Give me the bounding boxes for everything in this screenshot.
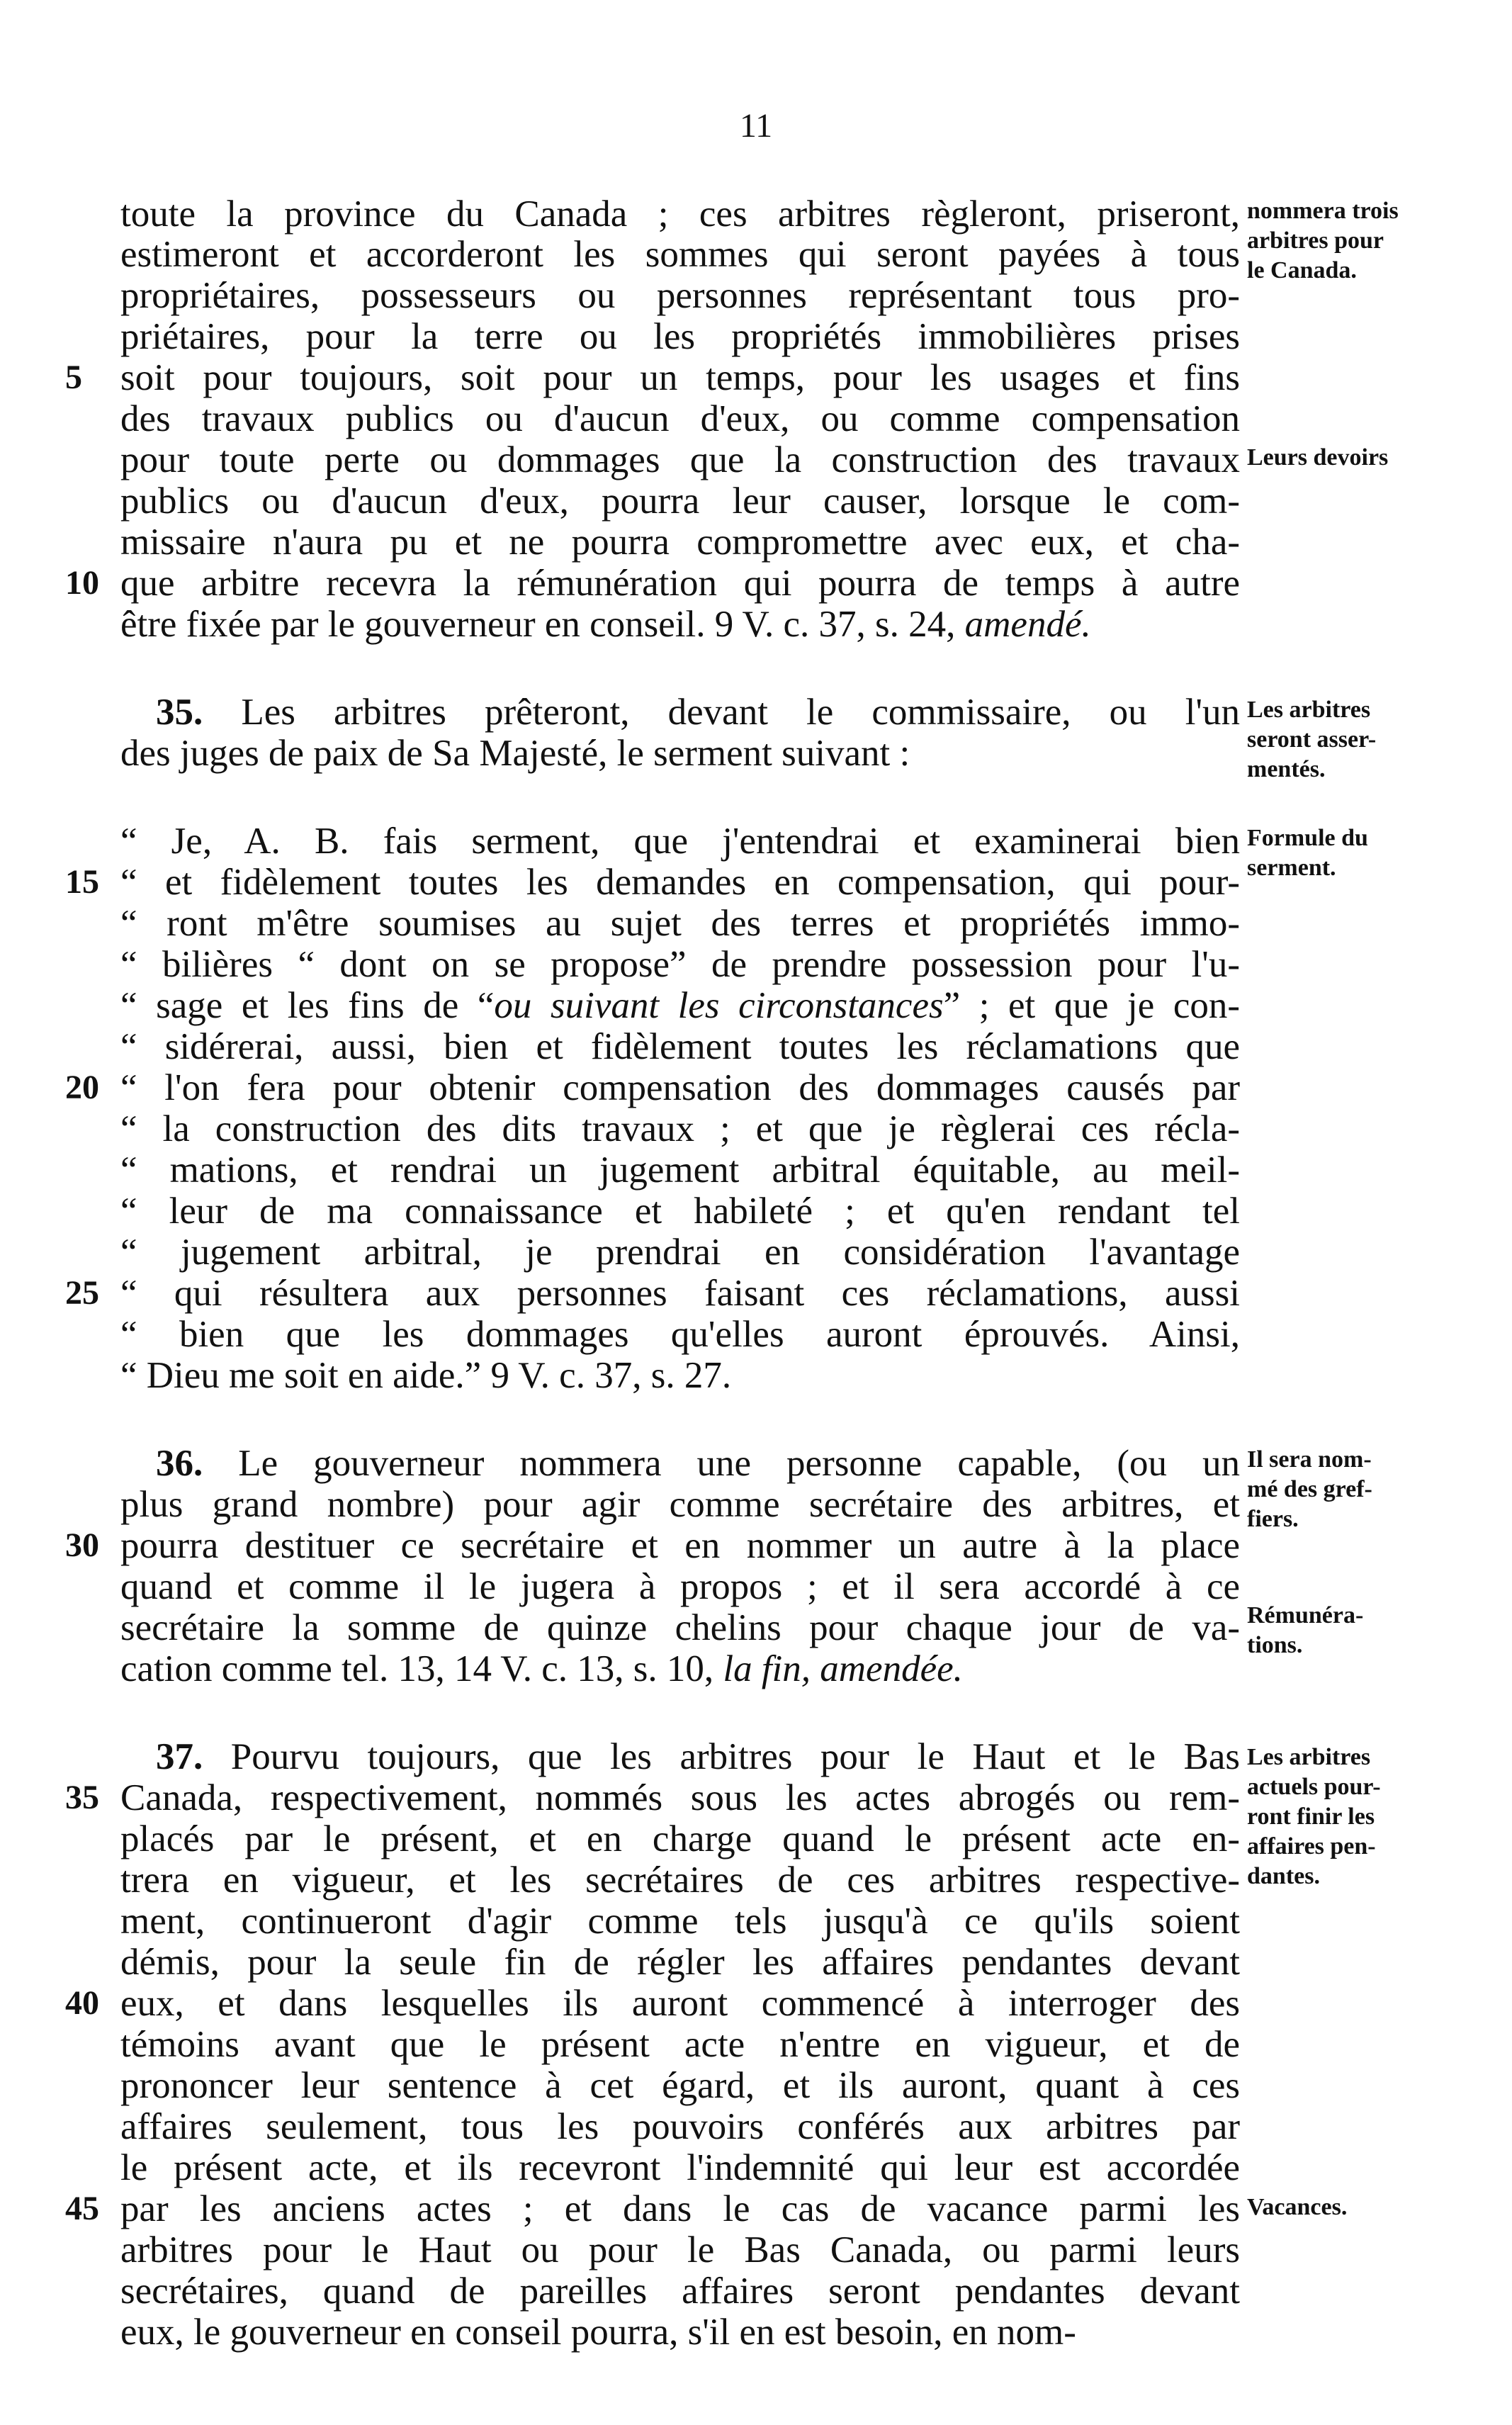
text-line — [120, 1982, 1240, 2025]
text-line — [120, 943, 1240, 986]
margin-note: mentés. — [1247, 756, 1326, 782]
text-line — [120, 902, 1240, 945]
line-text: être fixée par le gouverneur en conseil. 9 V. c. 37, s. 24, — [120, 604, 956, 645]
text-line — [120, 2147, 1240, 2189]
text-line — [120, 439, 1240, 481]
line-text: toute la province du Canada ; ces arbitres règleront, priseront, — [120, 193, 1240, 235]
margin-note: Leurs devoirs — [1247, 444, 1389, 471]
margin-note: Il sera nom- — [1247, 1446, 1372, 1473]
line-number: 35 — [65, 1779, 99, 1816]
text-line — [120, 1149, 1240, 1191]
line-text: Pourvu toujours, que les arbitres pour le Haut et le Bas — [230, 1736, 1241, 1777]
text-line — [120, 233, 1240, 276]
text-line — [120, 1483, 1240, 1526]
margin-note: le Canada. — [1247, 257, 1357, 283]
line-text: “ et fidèlement toutes les demandes en compensation, qui pour- — [120, 862, 1240, 903]
line-text: “ la construction des dits travaux ; et que je règlerai ces récla- — [120, 1108, 1240, 1149]
margin-note: ront finir les — [1247, 1804, 1375, 1830]
text-line — [120, 861, 1240, 904]
text-line — [120, 398, 1240, 440]
line-text-continued: ” ; et que je con- — [943, 985, 1240, 1026]
line-text: publics ou d'aucun d'eux, pourra leur causer, lorsque le com- — [120, 480, 1240, 522]
line-text: “ bien que les dommages qu'elles auront éprouvés. Ainsi, — [120, 1314, 1240, 1355]
line-text: le présent acte, et ils recevront l'indemnité qui leur est accordée — [120, 2147, 1240, 2188]
line-text: prononcer leur sentence à cet égard, et ils auront, quant à ces — [120, 2065, 1240, 2106]
text-line — [156, 1442, 1240, 1485]
text-line — [120, 274, 1240, 317]
line-text: “ ront m'être soumises au sujet des terres et propriétés immo- — [120, 903, 1240, 944]
section-number: 36. — [156, 1443, 203, 1484]
line-text: démis, pour la seule fin de régler les affaires pendantes devant — [120, 1942, 1240, 1983]
line-text: “ leur de ma connaissance et habileté ; et qu'en rendant tel — [120, 1191, 1240, 1232]
text-line — [120, 820, 1240, 862]
text-line — [120, 315, 1240, 358]
line-text: “ qui résultera aux personnes faisant ces réclamations, aussi — [120, 1273, 1240, 1314]
text-line — [120, 480, 1240, 522]
italic-citation: la fin, amendée. — [723, 1648, 963, 1689]
text-line — [120, 2105, 1240, 2148]
line-text: témoins avant que le présent acte n'entre en vigueur, et de — [120, 2024, 1240, 2065]
line-text: secrétaires, quand de pareilles affaires seront pendantes devant — [120, 2271, 1240, 2312]
line-number: 30 — [65, 1526, 99, 1564]
line-number: 40 — [65, 1984, 99, 2022]
margin-note: nommera trois — [1247, 198, 1399, 224]
text-line — [120, 1607, 1240, 1649]
line-number: 25 — [65, 1274, 99, 1312]
line-text: des travaux publics ou d'aucun d'eux, ou comme compensation — [120, 398, 1240, 439]
text-line — [120, 1648, 1240, 1690]
text-line — [120, 1859, 1240, 1901]
line-text: affaires seulement, tous les pouvoirs conférés aux arbitres par — [120, 2106, 1240, 2147]
text-line — [120, 1190, 1240, 1232]
text-line — [120, 2311, 1240, 2353]
line-text: trera en vigueur, et les secrétaires de ces arbitres respective- — [120, 1859, 1240, 1901]
text-line — [120, 1272, 1240, 1315]
text-line — [120, 1231, 1240, 1273]
text-line — [120, 2188, 1240, 2230]
text-line — [120, 2270, 1240, 2312]
line-text: que arbitre recevra la rémunération qui pourra de temps à autre — [120, 563, 1240, 604]
margin-note: Formule du — [1247, 825, 1368, 851]
text-line — [120, 1900, 1240, 1942]
text-line — [120, 562, 1240, 604]
line-text: Canada, respectivement, nommés sous les actes abrogés ou rem- — [120, 1777, 1240, 1818]
text-line — [120, 1941, 1240, 1984]
text-line — [120, 521, 1240, 563]
line-text: “ Dieu me soit en aide.” 9 V. c. 37, s. 27. — [120, 1355, 732, 1396]
line-text: par les anciens actes ; et dans le cas de vacance parmi les — [120, 2188, 1240, 2229]
margin-note: seront asser- — [1247, 726, 1377, 753]
section-number: 37. — [156, 1736, 203, 1777]
line-number: 20 — [65, 1069, 99, 1106]
text-line — [120, 1067, 1240, 1109]
margin-note: mé des gref- — [1247, 1476, 1372, 1502]
line-text: “ mations, et rendrai un jugement arbitral équitable, au meil- — [120, 1149, 1240, 1191]
line-text: “ jugement arbitral, je prendrai en considération l'avantage — [120, 1232, 1240, 1273]
text-line — [120, 1565, 1240, 1608]
text-line — [120, 1524, 1240, 1567]
line-text: quand et comme il le jugera à propos ; et il sera accordé à ce — [120, 1566, 1240, 1607]
margin-note: Vacances. — [1247, 2194, 1348, 2220]
margin-note: tions. — [1247, 1632, 1303, 1658]
text-line — [156, 691, 1240, 733]
text-line — [120, 732, 1240, 775]
margin-note: arbitres pour — [1247, 227, 1384, 254]
page-number: 11 — [739, 107, 773, 145]
line-text: “ l'on fera pour obtenir compensation des dommages causés par — [120, 1067, 1240, 1108]
line-text: missaire n'aura pu et ne pourra compromettre avec eux, et cha- — [120, 522, 1240, 563]
margin-note: actuels pour- — [1247, 1774, 1381, 1800]
line-number: 15 — [65, 863, 99, 901]
line-text: cation comme tel. 13, 14 V. c. 13, s. 10, — [120, 1648, 714, 1689]
line-text: plus grand nombre) pour agir comme secrétaire des arbitres, et — [120, 1484, 1240, 1525]
text-line — [120, 2229, 1240, 2271]
line-text: “ sage et les fins de “ — [120, 985, 495, 1026]
text-line — [120, 1354, 1240, 1397]
line-text: soit pour toujours, soit pour un temps, pour les usages et fins — [120, 357, 1240, 398]
text-line — [120, 984, 1240, 1027]
text-line — [120, 356, 1240, 399]
line-text: “ sidérerai, aussi, bien et fidèlement toutes les réclamations que — [120, 1026, 1240, 1067]
text-line — [120, 1108, 1240, 1150]
line-text: pourra destituer ce secrétaire et en nommer un autre à la place — [120, 1525, 1240, 1566]
text-line — [120, 2023, 1240, 2066]
margin-note: fiers. — [1247, 1506, 1299, 1532]
text-line — [120, 193, 1240, 235]
line-text: Les arbitres prêteront, devant le commissaire, ou l'un — [241, 692, 1240, 733]
text-line — [156, 1735, 1240, 1778]
margin-note: dantes. — [1247, 1863, 1320, 1889]
text-line — [120, 1777, 1240, 1819]
italic-citation: amendé. — [964, 604, 1091, 645]
text-line — [120, 2064, 1240, 2107]
line-text: arbitres pour le Haut ou pour le Bas Canada, ou parmi leurs — [120, 2229, 1240, 2271]
line-text: propriétaires, possesseurs ou personnes représentant tous pro- — [120, 275, 1240, 316]
margin-note: serment. — [1247, 855, 1336, 881]
text-line — [120, 1025, 1240, 1068]
line-text: des juges de paix de Sa Majesté, le serment suivant : — [120, 733, 910, 774]
line-text: placés par le présent, et en charge quand le présent acte en- — [120, 1818, 1240, 1859]
margin-note: Les arbitres — [1247, 1744, 1371, 1770]
line-number: 5 — [65, 359, 82, 396]
line-text: eux, le gouverneur en conseil pourra, s'il en est besoin, en nom- — [120, 2312, 1076, 2353]
line-text: pour toute perte ou dommages que la construction des travaux — [120, 439, 1240, 480]
margin-note: Rémunéra- — [1247, 1602, 1364, 1628]
margin-note: Les arbitres — [1247, 697, 1371, 723]
text-line — [120, 603, 1240, 646]
italic-text: ou suivant les circonstances — [494, 985, 944, 1026]
line-text: estimeront et accorderont les sommes qui seront payées à tous — [120, 234, 1240, 275]
line-number: 10 — [65, 564, 99, 602]
line-text: “ Je, A. B. fais serment, que j'entendrai et examinerai bien — [120, 821, 1240, 862]
margin-note: affaires pen- — [1247, 1833, 1376, 1859]
line-text: priétaires, pour la terre ou les propriétés immobilières prises — [120, 316, 1240, 357]
line-text: “ bilières “ dont on se propose” de prendre possession pour l'u- — [120, 944, 1240, 985]
line-text: secrétaire la somme de quinze chelins pour chaque jour de va- — [120, 1607, 1240, 1648]
text-line — [120, 1313, 1240, 1356]
line-text: eux, et dans lesquelles ils auront commencé à interroger des — [120, 1983, 1240, 2024]
line-text: Le gouverneur nommera une personne capable, (ou un — [238, 1443, 1241, 1484]
line-number: 45 — [65, 2190, 99, 2227]
text-line — [120, 1818, 1240, 1860]
section-number: 35. — [156, 692, 203, 733]
line-text: ment, continueront d'agir comme tels jusqu'à ce qu'ils soient — [120, 1901, 1240, 1942]
